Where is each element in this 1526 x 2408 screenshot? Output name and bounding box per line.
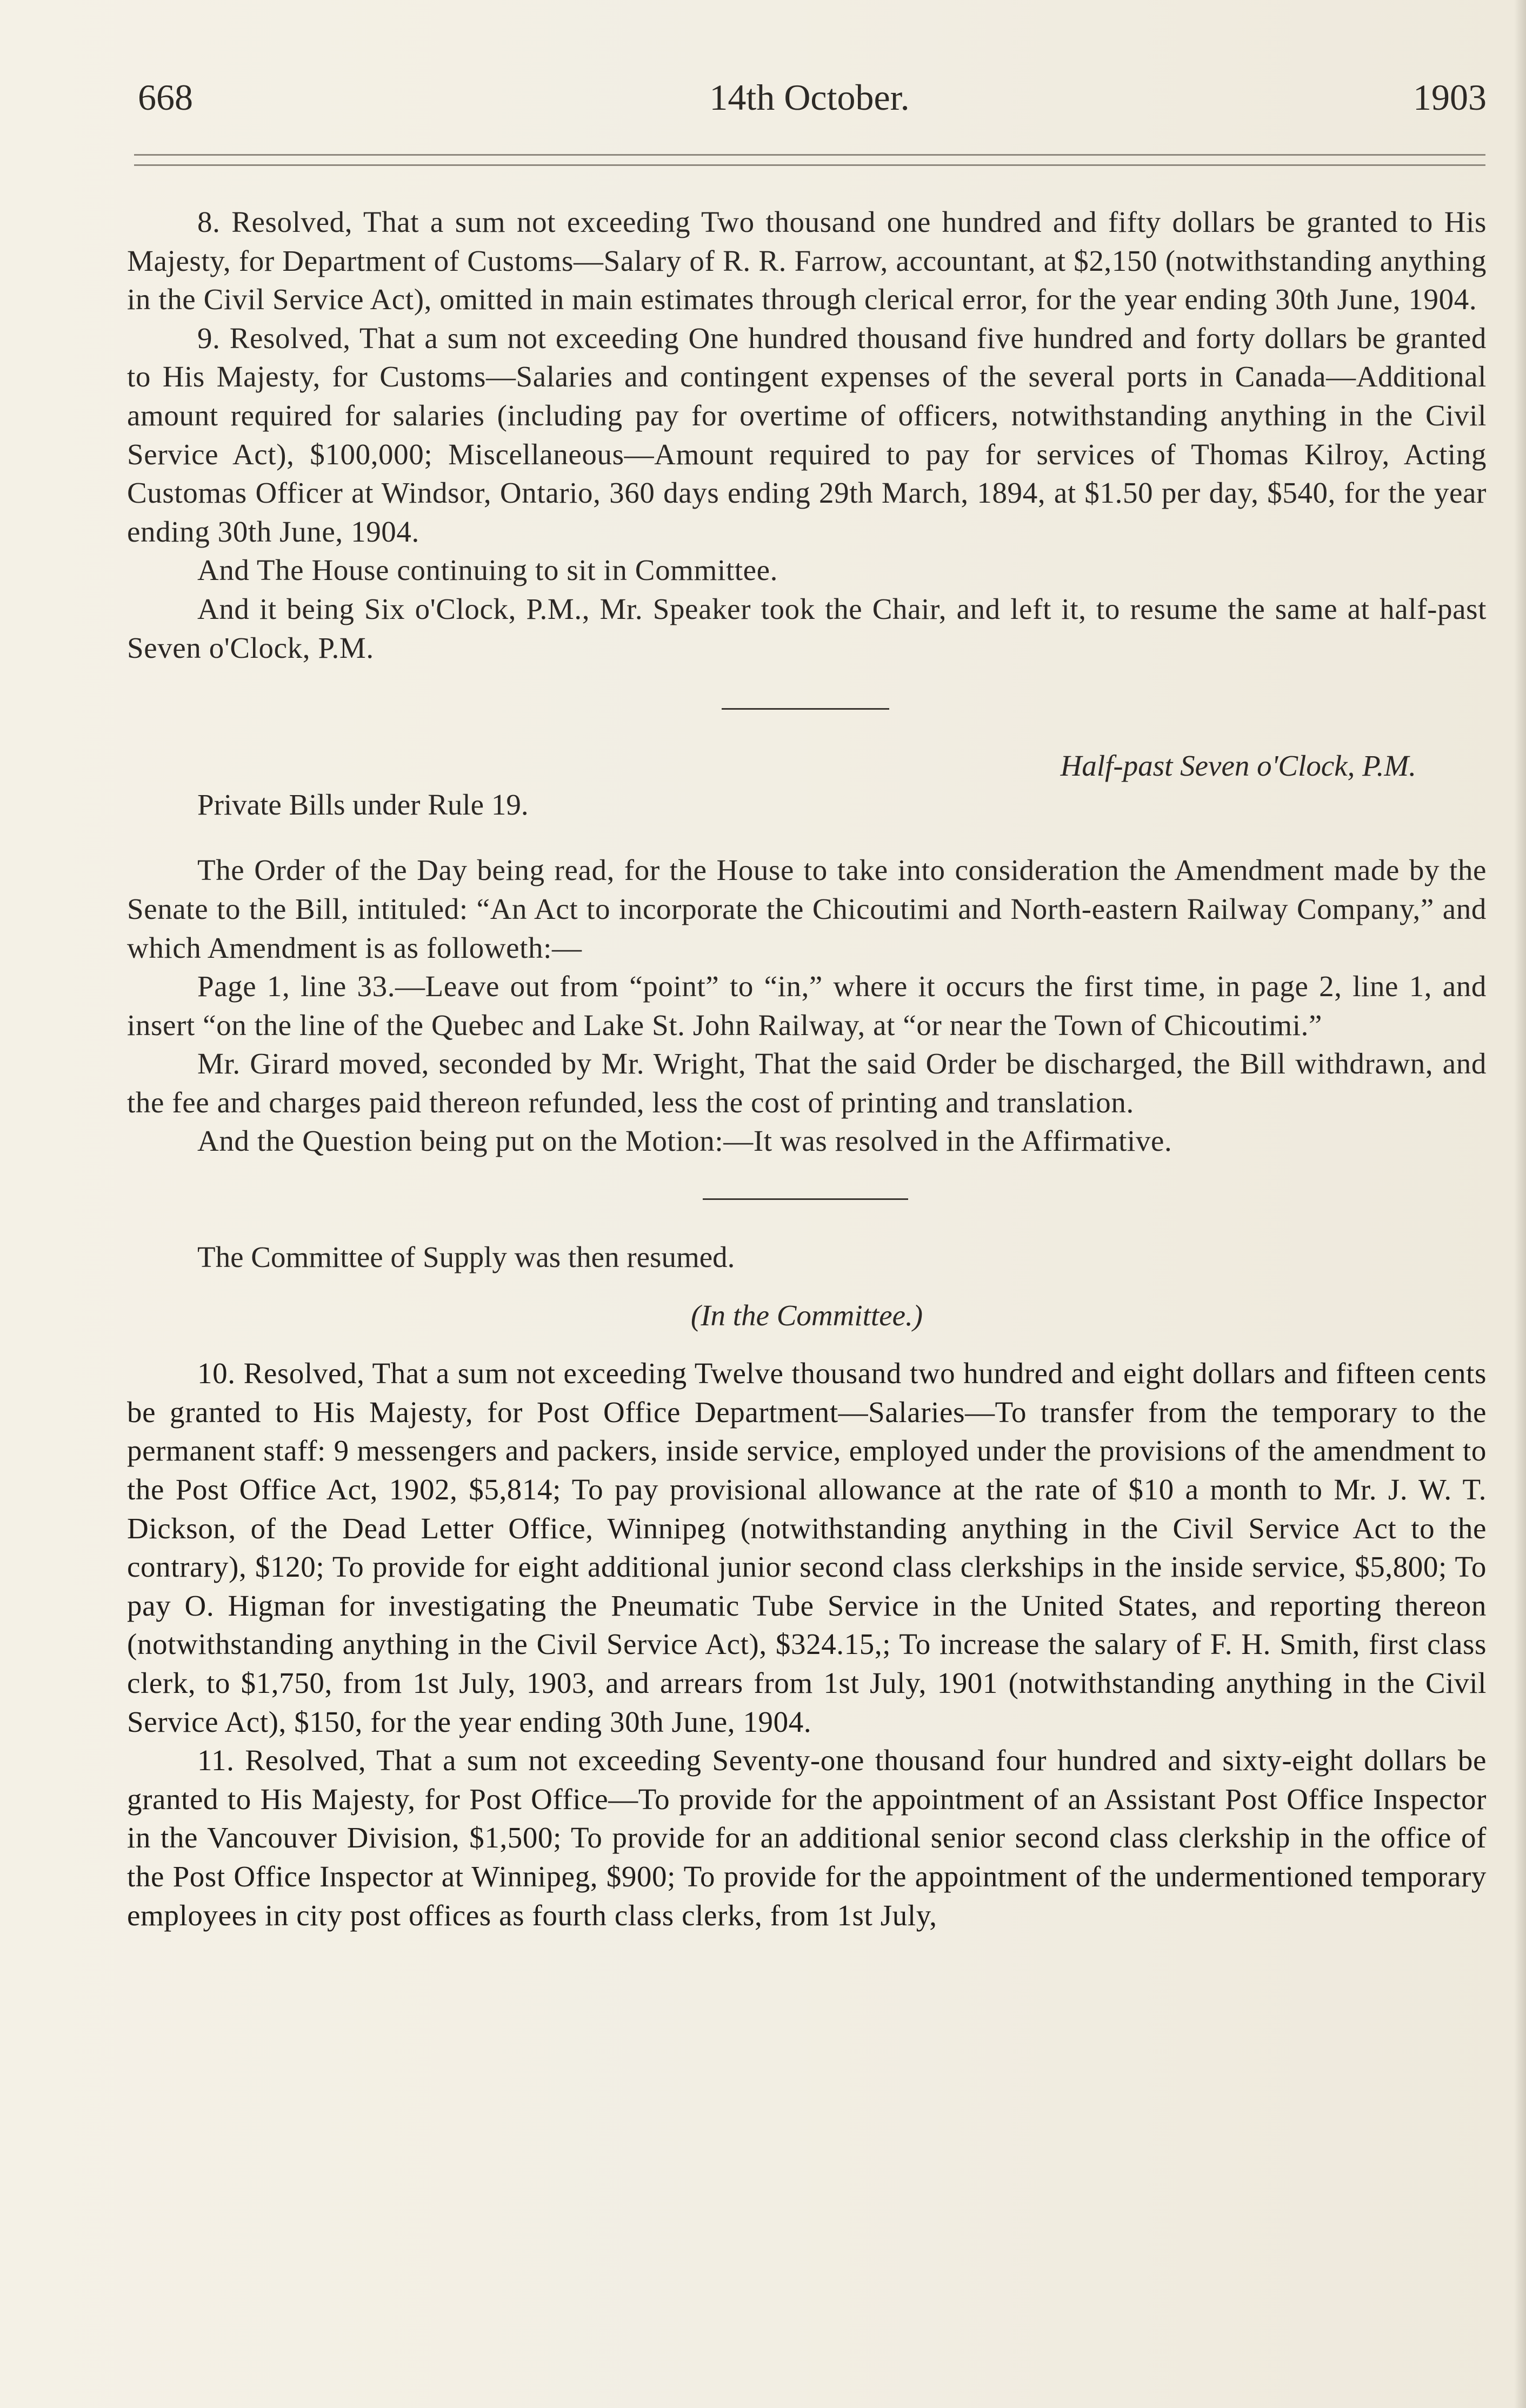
house-continuing-note: And The House continuing to sit in Committee. (197, 553, 778, 587)
page-number: 668 (138, 77, 193, 118)
header-double-rule (134, 154, 1485, 166)
running-head (132, 73, 1487, 122)
page-edge-shadow (1514, 0, 1526, 2408)
six-oclock-note: And it being Six o'Clock, P.M., Mr. Speaker took the Chair, and left it, to resume the same at half-past Seven o'Clock, P.M. (127, 592, 1487, 664)
header-year: 1903 (1413, 77, 1487, 118)
order-of-day-paragraph: The Order of the Day being read, for the House to take into consideration the Amendment made by the Senate to the Bill, intituled: “An Act to incorporate the Chicoutimi and North-eastern Railway Company,” and which Amendment is as followeth:— (127, 853, 1487, 964)
resolution-10: 10. Resolved, That a sum not exceeding Twelve thousand two hundred and eight dollars and fifteen cents be granted to His Majesty, for Post Office Department—Salaries—To transfer from the temporary to the permanent staff: 9 messengers and packers, inside service, employed under the provisions of the amendment to the Post Office Act, 1902, $5,814; To pay provisional allowance at the rate of $10 a month to Mr. J. W. T. Dickson, of the Dead Letter Office, Winnipeg (notwithstanding anything in the Civil Service Act to the contrary), $120; To provide for eight additional junior second class clerkships in the inside service, $5,800; To pay O. Higman for investigating the Pneumatic Tube Service in the United States, and reporting thereon (notwithstanding anything in the Civil Service Act), $324.15,; To increase the salary of F. H. Smith, first class clerk, to $1,750, from 1st July, 1903, and arrears from 1st July, 1901 (notwithstanding anything in the Civil Service Act), $150, for the year ending 30th June, 1904. (127, 1357, 1487, 1738)
girard-motion: Mr. Girard moved, seconded by Mr. Wright, That the said Order be discharged, the Bill withdrawn, and the fee and charges paid thereon refunded, less the cost of printing and translation. (127, 1047, 1487, 1119)
resolution-8: 8. Resolved, That a sum not exceeding Two thousand one hundred and fifty dollars be granted to His Majesty, for Department of Customs—Salary of R. R. Farrow, accountant, at $2,150 (notwithstanding anything in the Civil Service Act), omitted in main estimates through clerical error, for the year ending 30th June, 1904. (127, 205, 1487, 316)
committee-resumed: The Committee of Supply was then resumed. (197, 1240, 735, 1274)
page-line-amendment: Page 1, line 33.—Leave out from “point” to “in,” where it occurs the first time, in page 2, line 1, and insert “on the line of the Quebec and Lake St. John Railway, at “or near the Town of Chicoutimi.” (127, 970, 1487, 1042)
header-date: 14th October. (709, 77, 910, 118)
resolution-11: 11. Resolved, That a sum not exceeding Seventy-one thousand four hundred and sixty-eight dollars be granted to His Majesty, for Post Office—To provide for the appointment of an Assistant Post Office Inspector in the Vancouver Division, $1,500; To provide for an additional senior second class clerkship in the office of the Post Office Inspector at Winnipeg, $900; To provide for the appointment of the undermentioned temporary employees in city post offices as fourth class clerks, from 1st July, (127, 1744, 1487, 1932)
resolution-9: 9. Resolved, That a sum not exceeding One hundred thousand five hundred and forty dollars be granted to His Majesty, for Customs—Salaries and contingent expenses of the several ports in Canada—Additional amount required for salaries (including pay for overtime of officers, notwithstanding anything in the Civil Service Act), $100,000; Miscellaneous—Amount required to pay for services of Thomas Kilroy, Acting Customas Officer at Windsor, Ontario, 360 days ending 29th March, 1894, at $1.50 per day, $540, for the year ending 30th June, 1904. (127, 321, 1487, 548)
private-bills-heading: Private Bills under Rule 19. (197, 788, 529, 821)
question-resolved: And the Question being put on the Motion:—It was resolved in the Affirmative. (197, 1124, 1172, 1158)
page-body (127, 203, 1487, 1935)
evening-sitting-time: Half-past Seven o'Clock, P.M. (1060, 749, 1416, 783)
in-committee-heading: (In the Committee.) (690, 1298, 923, 1332)
